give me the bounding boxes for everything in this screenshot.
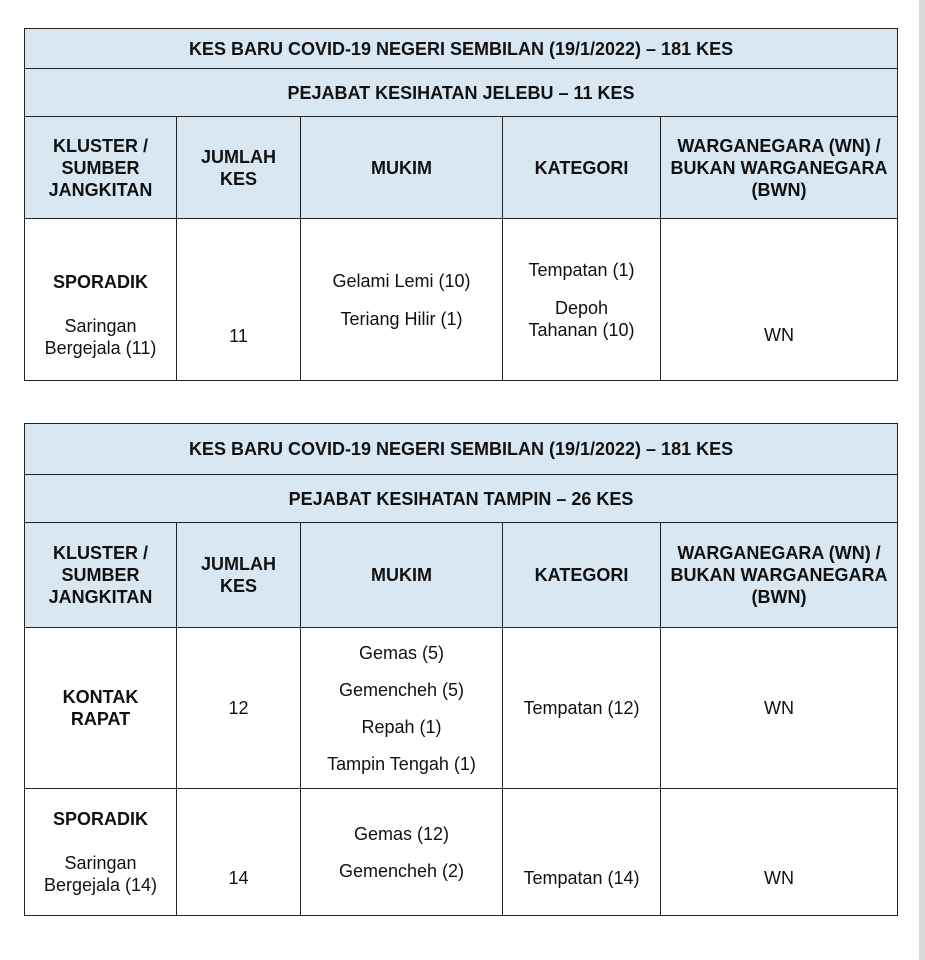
citizenship-cell: WN [661, 628, 898, 789]
citizenship-cell: WN [661, 219, 898, 381]
header-citizenship: WARGANEGARA (WN) / BUKAN WARGANEGARA (BWN) [661, 523, 898, 628]
header-category: KATEGORI [503, 117, 661, 219]
header-category: KATEGORI [503, 523, 661, 628]
cluster-cell [25, 789, 177, 916]
category-item: Depoh Tahanan (10) [528, 297, 635, 340]
jelebu-cases-table [24, 28, 898, 381]
page-edge-shadow [919, 0, 925, 960]
table-row [25, 789, 898, 916]
mukim-item: Gelami Lemi (10) [332, 270, 471, 291]
office-title: PEJABAT KESIHATAN JELEBU – 11 KES [25, 69, 898, 117]
cluster-source: Saringan Bergejala (11) [44, 315, 157, 358]
mukim-item: Teriang Hilir (1) [340, 308, 463, 329]
cluster-source: Saringan Bergejala (14) [43, 853, 158, 895]
office-title: PEJABAT KESIHATAN TAMPIN – 26 KES [25, 475, 898, 523]
table-row [25, 628, 898, 789]
cluster-name: KONTAK RAPAT [25, 628, 177, 789]
table-row [25, 219, 898, 381]
mukim-cell [301, 789, 503, 916]
header-mukim: MUKIM [301, 117, 503, 219]
mukim-cell [301, 628, 503, 789]
total-cell: 12 [177, 628, 301, 789]
mukim-item: Tampin Tengah (1) [327, 753, 476, 774]
cluster-name: SPORADIK [52, 271, 148, 292]
mukim-item: Gemencheh (2) [338, 860, 465, 881]
header-cluster: KLUSTER / SUMBER JANGKITAN [25, 523, 177, 628]
table-title: KES BARU COVID-19 NEGERI SEMBILAN (19/1/2022) – 181 KES [25, 29, 898, 69]
mukim-item: Gemas (12) [353, 823, 450, 844]
header-cluster: KLUSTER / SUMBER JANGKITAN [25, 117, 177, 219]
citizenship-cell: WN [661, 789, 898, 916]
cluster-name: SPORADIK [52, 809, 148, 829]
table-title: KES BARU COVID-19 NEGERI SEMBILAN (19/1/2022) – 181 KES [25, 424, 898, 475]
total-cell: 11 [177, 219, 301, 381]
category-item: Tempatan (1) [528, 259, 635, 280]
header-mukim: MUKIM [301, 523, 503, 628]
tampin-cases-table [24, 423, 898, 916]
category-cell: Tempatan (14) [503, 789, 661, 916]
mukim-item: Repah (1) [361, 716, 442, 737]
mukim-cell [301, 219, 503, 381]
mukim-item: Gemas (5) [358, 642, 445, 663]
header-total: JUMLAH KES [177, 523, 301, 628]
category-cell [503, 219, 661, 381]
header-total: JUMLAH KES [177, 117, 301, 219]
cluster-cell [25, 219, 177, 381]
total-cell: 14 [177, 789, 301, 916]
header-citizenship: WARGANEGARA (WN) / BUKAN WARGANEGARA (BWN) [661, 117, 898, 219]
mukim-item: Gemencheh (5) [338, 679, 465, 700]
category-cell: Tempatan (12) [503, 628, 661, 789]
